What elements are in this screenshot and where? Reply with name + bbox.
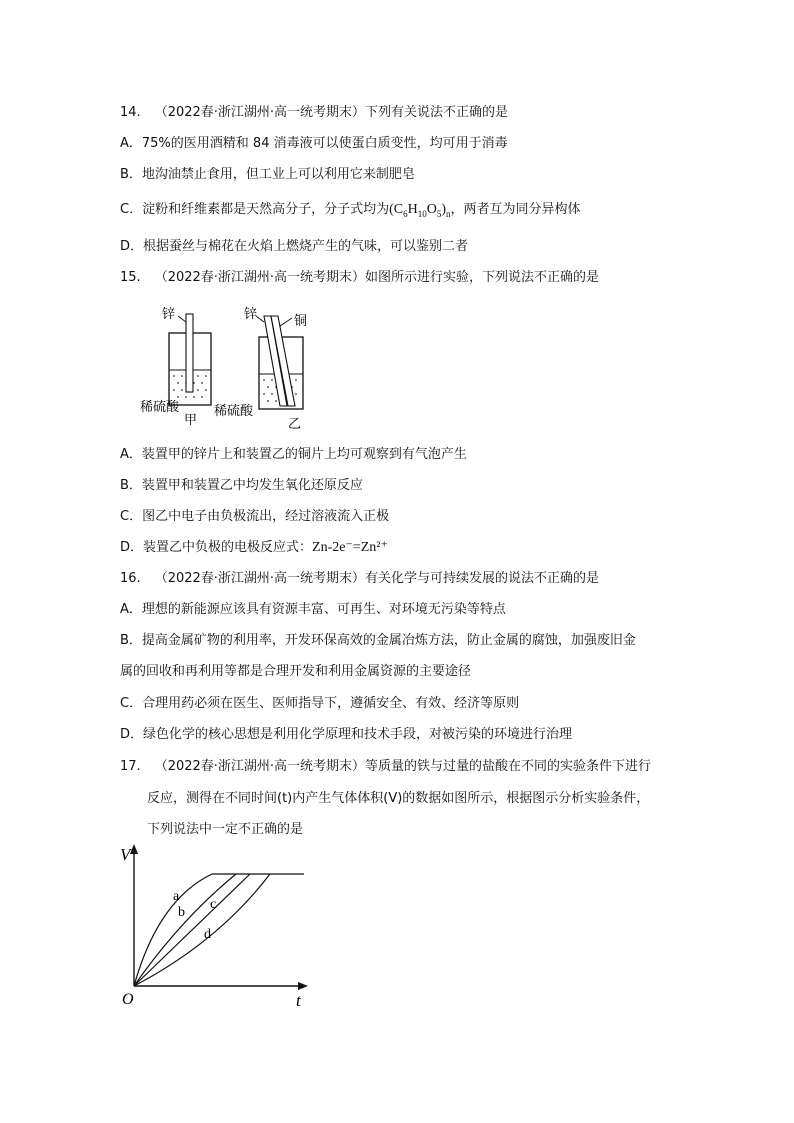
question-source: （2022春·浙江湖州·高一统考期末） [154, 571, 366, 586]
q16-option-b-line1[interactable]: B．提高金属矿物的利用率，开发环保高效的金属冶炼方法，防止金属的腐蚀，加强废旧金 [120, 633, 636, 648]
zinc-strip [186, 314, 193, 392]
option-text: C．淀粉和纤维素都是天然高分子，分子式均为 [120, 202, 390, 217]
q14-title [120, 104, 508, 122]
question-source: （2022春·浙江湖州·高一统考期末） [154, 270, 366, 285]
beaker-jia [169, 314, 211, 405]
x-axis-label: t [296, 991, 301, 1010]
beaker-yi [256, 316, 303, 409]
q15-option-d[interactable] [120, 539, 388, 557]
label-zinc-yi: 锌 [244, 307, 258, 322]
curve-label-d: d [204, 927, 211, 942]
curve-label-b: b [178, 905, 185, 920]
question-stem: 下列有关说法不正确的是 [365, 105, 509, 120]
question-stem: 有关化学与可持续发展的说法不正确的是 [365, 571, 600, 586]
q16-title [120, 570, 599, 588]
q17-title [120, 758, 651, 776]
curve-c [134, 874, 250, 986]
label-jia: 甲 [184, 413, 198, 428]
origin-label: O [122, 991, 134, 1008]
curve-label-a: a [173, 889, 180, 904]
cellulose-formula-display: $(C_6H_{10}O_5)_n$ [389, 202, 451, 219]
q15-option-b[interactable]: B．装置甲和装置乙中均发生氧化还原反应 [120, 478, 363, 493]
curve-label-c: c [210, 897, 217, 912]
question-number: 16. [120, 571, 141, 586]
q15-option-a[interactable]: A．装置甲的锌片上和装置乙的铜片上均可观察到有气泡产生 [120, 447, 467, 462]
label-zinc-jia: 锌 [162, 307, 176, 322]
q14-option-c[interactable] [120, 201, 581, 223]
option-text: ，两者互为同分异构体 [450, 202, 581, 217]
q17-stem-line3: 下列说法中一定不正确的是 [147, 822, 304, 837]
q14-option-b[interactable]: B．地沟油禁止食用，但工业上可以利用它来制肥皂 [120, 167, 415, 182]
label-copper: 铜 [294, 314, 308, 329]
q15-apparatus-figure [140, 300, 340, 430]
curve-d [134, 874, 270, 986]
question-number: 14. [120, 105, 141, 120]
label-acid-jia: 稀硫酸 [140, 400, 180, 415]
y-axis-arrow-icon [130, 844, 138, 854]
curve-b [134, 874, 236, 986]
option-text: D．装置乙中负极的电极反应式： [120, 540, 313, 555]
q16-option-b-line2[interactable]: 属的回收和再利用等都是合理开发和利用金属资源的主要途径 [120, 664, 472, 679]
q14-option-a[interactable]: A．75%的医用酒精和 84 消毒液可以使蛋白质变性，均可用于消毒 [120, 136, 508, 151]
question-source: （2022春·浙江湖州·高一统考期末） [154, 105, 366, 120]
label-yi: 乙 [288, 417, 302, 430]
label-acid-yi: 稀硫酸 [214, 404, 254, 419]
electrode-equation: Zn-2e⁻=Zn²⁺ [312, 540, 388, 555]
q15-title [120, 269, 599, 287]
question-number: 17. [120, 759, 141, 774]
q16-option-a[interactable]: A．理想的新能源应该具有资源丰富、可再生、对环境无污染等特点 [120, 602, 506, 617]
q14-option-d[interactable]: D．根据蚕丝与棉花在火焰上燃烧产生的气味，可以鉴别二者 [120, 239, 469, 254]
question-source: （2022春·浙江湖州·高一统考期末） [154, 759, 366, 774]
x-axis-arrow-icon [298, 982, 308, 990]
q16-option-c[interactable]: C．合理用药必须在医生、医师指导下，遵循安全、有效、经济等原则 [120, 696, 520, 711]
y-axis-label: V [120, 845, 131, 864]
q15-option-c[interactable]: C．图乙中电子由负极流出，经过溶液流入正极 [120, 509, 390, 524]
question-stem: 等质量的铁与过量的盐酸在不同的实验条件下进行 [365, 759, 652, 774]
q16-option-d[interactable]: D．绿色化学的核心思想是利用化学原理和技术手段，对被污染的环境进行治理 [120, 727, 573, 742]
question-number: 15. [120, 270, 141, 285]
q17-volume-time-graph [118, 842, 318, 1012]
question-stem: 如图所示进行实验，下列说法不正确的是 [365, 270, 600, 285]
q17-stem-line2: 反应，测得在不同时间(t)内产生气体体积(V)的数据如图所示，根据图示分析实验条件， [147, 791, 650, 806]
